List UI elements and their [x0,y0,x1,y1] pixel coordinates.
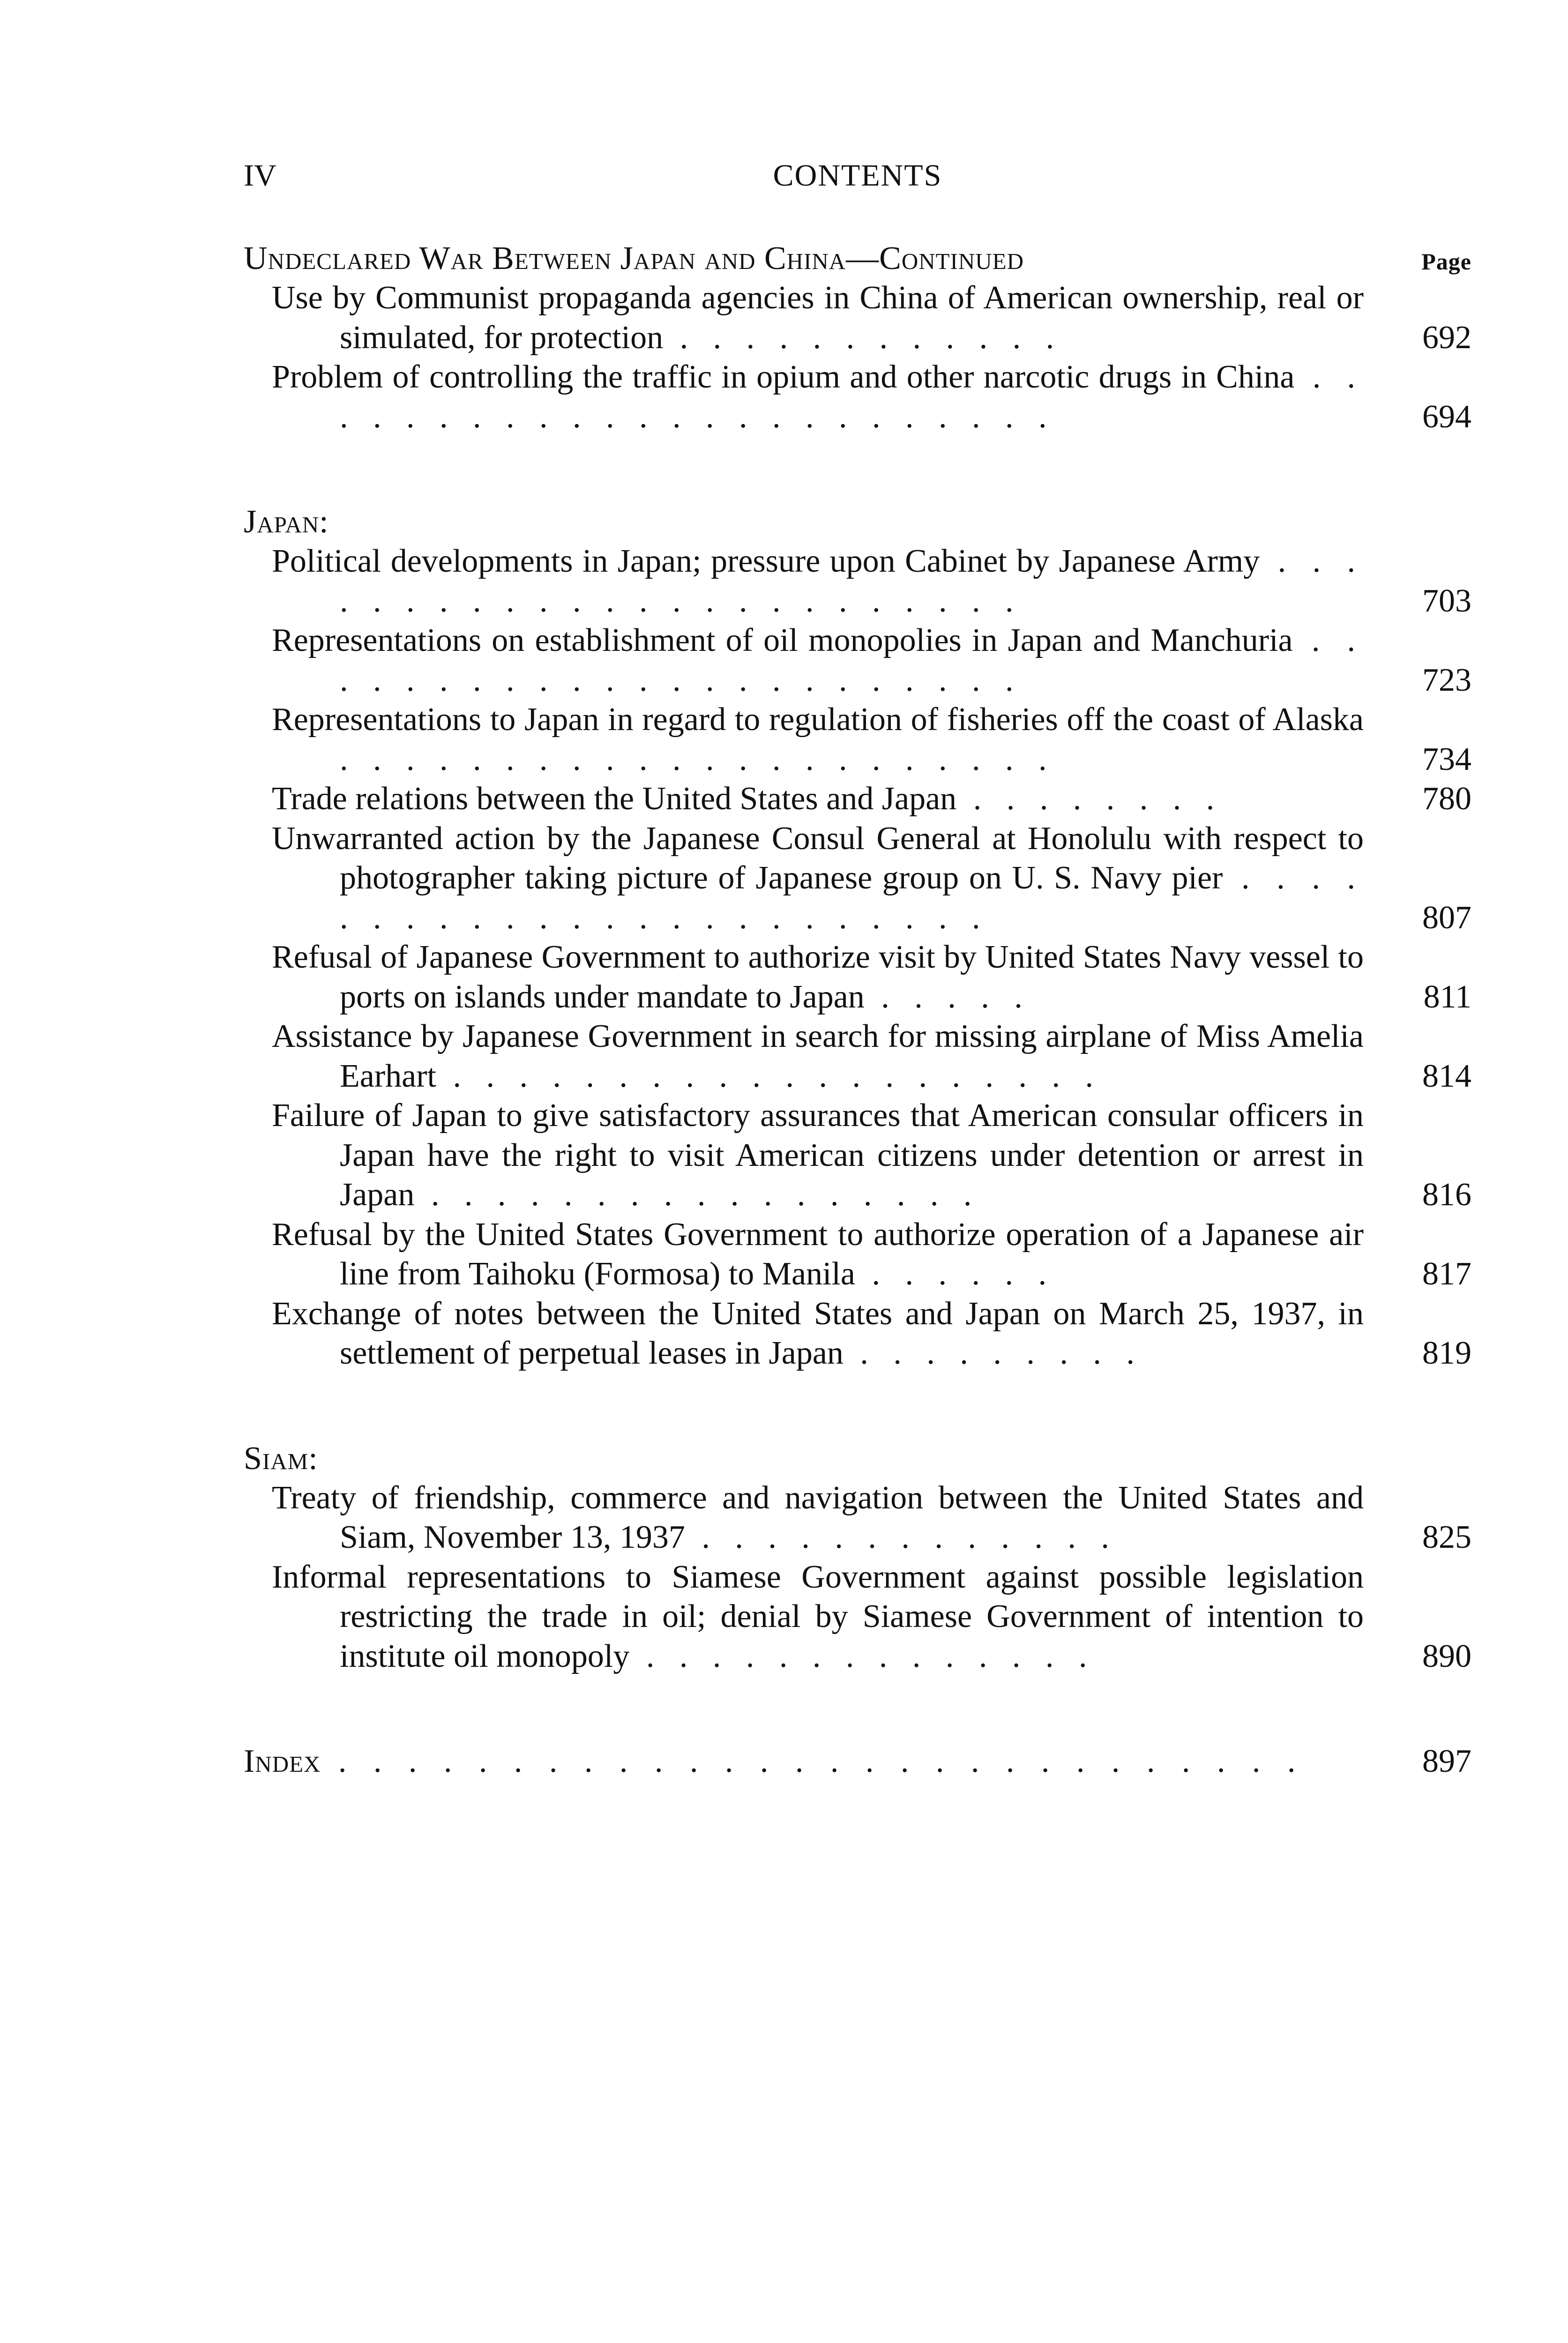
section-heading [244,1439,1471,1478]
toc-entry[interactable] [244,542,1471,621]
dot-leader: . . . . . . . . . . . . . . . . . . . . . . . . [340,543,1364,619]
toc-entry[interactable] [244,819,1471,938]
toc-entry-page: 811 [1423,978,1471,1015]
dot-leader: . . . . . . . . . . . . . . [629,1638,1096,1674]
dot-leader: . . . . . . . . . . . . [663,319,1063,356]
toc-entry-text: Trade relations between the United States and Japan [272,781,957,817]
running-title: CONTENTS [773,158,942,193]
toc-entry-text: Treaty of friendship, commerce and navigation between the United States and Siam, November 13, 1937 [272,1479,1364,1555]
page-column-label: Page [1421,248,1471,275]
toc-entry[interactable] [244,621,1471,700]
running-head [244,155,1471,197]
page-folio: IV [244,158,276,193]
toc-entry-text: Representations on establishment of oil monopolies in Japan and Manchuria [272,622,1293,658]
toc-entry-text: Informal representations to Siamese Government against possible legislation restricting the trade in oil; denial by Siamese Government of intention to institute oil monopoly [272,1559,1364,1674]
toc-entry-page: 692 [1422,319,1471,356]
toc-entry[interactable] [244,1558,1471,1677]
table-of-contents [244,239,1471,1781]
toc-entry[interactable] [244,1096,1471,1215]
section-heading-text: Japan: [244,504,329,540]
toc-entry-text: Refusal of Japanese Government to authorize visit by United States Navy vessel to ports on islands under mandate to Japan [272,939,1364,1015]
dot-leader: . . . . . . . . . . . . . . . . . . . . . . . . [340,359,1364,435]
toc-entry-page: 825 [1422,1519,1471,1555]
dot-leader: . . . . . [864,978,1031,1015]
dot-leader: . . . . . . . . . . . . . [685,1519,1118,1555]
toc-entry[interactable] [244,779,1471,819]
dot-leader: . . . . . . [855,1256,1055,1292]
toc-entry-text: Problem of controlling the traffic in opium and other narcotic drugs in China [272,359,1295,395]
toc-entry-page: 816 [1422,1177,1471,1213]
toc-entry-text: Political developments in Japan; pressure upon Cabinet by Japanese Army [272,543,1260,579]
toc-entry-text: Assistance by Japanese Government in search for missing airplane of Miss Amelia Earhart [272,1018,1364,1094]
toc-entry-page: 694 [1422,398,1471,435]
section-heading-text: Undeclared War Between Japan and China—Continued [244,240,1024,276]
toc-entry-page: 780 [1422,781,1471,817]
toc-entry-text: Failure of Japan to give satisfactory assurances that American consular officers in Japan have the right to visit American citizens under detention or arrest in Japan [272,1097,1364,1213]
toc-entry-page: 807 [1422,899,1471,936]
toc-entry-text: Refusal by the United States Government to authorize operation of a Japanese air line from Taihoku (Formosa) to Manila [272,1216,1364,1292]
toc-entry[interactable] [244,700,1471,779]
toc-entry-page: 819 [1422,1335,1471,1371]
dot-leader: . . . . . . . . . . . . . . . . . . . . . . . . [340,860,1364,936]
toc-entry-text: Unwarranted action by the Japanese Consul General at Honolulu with respect to photographer taking picture of Japanese group on U. S. Navy pier [272,820,1364,896]
index-label: Index [244,1743,321,1779]
section-spacer [244,437,1471,502]
toc-entry-page: 734 [1422,741,1471,777]
section-heading-text: Siam: [244,1440,318,1477]
toc-entry-page: 890 [1422,1638,1471,1674]
section-heading [244,239,1471,278]
dot-leader: . . . . . . . . . . . . . . . . . . . . [436,1058,1102,1094]
section-spacer [244,1676,1471,1742]
dot-leader: . . . . . . . . . [843,1335,1143,1371]
toc-entry[interactable] [244,1294,1471,1373]
section-heading [244,502,1471,542]
toc-entry[interactable] [244,1478,1471,1558]
toc-entry-page: 814 [1422,1058,1471,1094]
toc-entry[interactable] [244,358,1471,437]
section-spacer [244,1373,1471,1439]
dot-leader: . . . . . . . . . . . . . . . . . [414,1177,980,1213]
toc-entry[interactable] [244,1215,1471,1294]
toc-entry[interactable] [244,1017,1471,1096]
dot-leader: . . . . . . . . [956,781,1223,817]
dot-leader: . . . . . . . . . . . . . . . . . . . . . . [340,741,1055,777]
toc-entry-page: 723 [1422,662,1471,698]
toc-entry-text: Use by Communist propaganda agencies in China of American ownership, real or simulated, for protection [272,280,1364,356]
index-page: 897 [1422,1743,1471,1779]
toc-entry-page: 703 [1422,582,1471,619]
toc-entry[interactable] [244,938,1471,1017]
index-entry[interactable] [244,1742,1471,1781]
toc-entry[interactable] [244,278,1471,358]
toc-entry-text: Exchange of notes between the United States and Japan on March 25, 1937, in settlement of perpetual leases in Japan [272,1295,1364,1371]
toc-entry-text: Representations to Japan in regard to regulation of fisheries off the coast of Alaska [272,701,1364,738]
dot-leader: . . . . . . . . . . . . . . . . . . . . . . . [340,622,1364,698]
dot-leader: . . . . . . . . . . . . . . . . . . . . . . . . . . . . [321,1743,1305,1779]
toc-entry-page: 817 [1422,1256,1471,1292]
